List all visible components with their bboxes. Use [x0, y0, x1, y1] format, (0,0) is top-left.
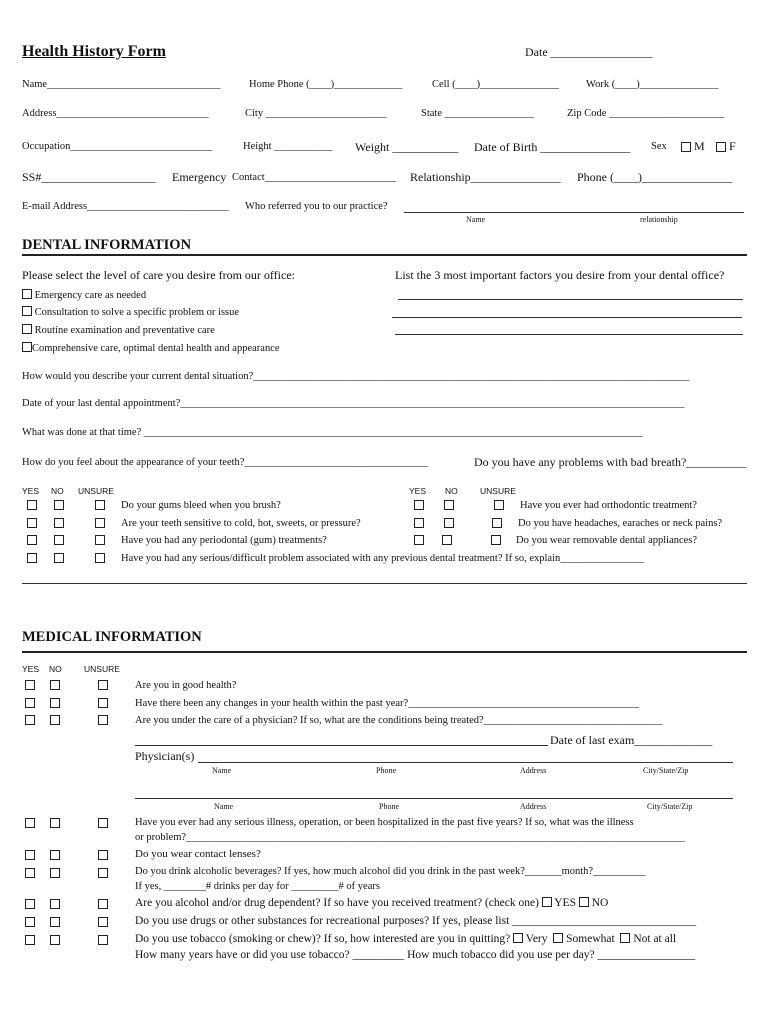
dental-unsure-header: UNSURE [78, 486, 114, 496]
dental-unsure-header-right: UNSURE [480, 486, 516, 496]
referred-underline[interactable] [404, 212, 744, 213]
no-checkbox[interactable] [444, 500, 454, 510]
no-checkbox[interactable] [442, 535, 452, 545]
checkbox-icon[interactable] [22, 289, 32, 299]
factors-question: List the 3 most important factors you desire from your dental office? [395, 268, 725, 282]
yes-checkbox[interactable] [27, 518, 37, 528]
no-checkbox[interactable] [54, 500, 64, 510]
drinks-field[interactable]: If yes, ________# drinks per day for _________# of years [135, 881, 380, 892]
care-option[interactable]: Consultation to solve a specific problem or issue [22, 306, 239, 318]
unsure-checkbox[interactable] [95, 500, 105, 510]
checkbox-icon[interactable] [22, 342, 32, 352]
care-option[interactable]: Routine examination and preventative care [22, 324, 215, 336]
yes-checkbox[interactable] [27, 500, 37, 510]
illness-field[interactable]: or problem?_______________________________________________________________________________________________ [135, 832, 685, 843]
weight-field[interactable]: Weight ___________ [355, 140, 459, 154]
medical-no-header: NO [49, 664, 62, 674]
appearance-question[interactable]: How do you feel about the appearance of your teeth?___________________________________ [22, 457, 429, 468]
yes-checkbox[interactable] [25, 899, 35, 909]
unsure-checkbox[interactable] [98, 715, 108, 725]
home-phone-field[interactable]: Home Phone (____)_____________ [249, 79, 403, 90]
medical-question: Do you wear contact lenses? [135, 848, 261, 860]
ssn-field[interactable]: SS#___________________ [22, 170, 156, 184]
dental-divider [22, 254, 747, 256]
name-field[interactable]: Name_________________________________ [22, 79, 221, 90]
yes-checkbox[interactable] [25, 680, 35, 690]
medical-question: Have you ever had any serious illness, operation, or been hospitalized in the past five years? If so, what was the illness [135, 817, 634, 828]
what-done-question[interactable]: What was done at that time? _______________________________________________________________________________________________ [22, 427, 643, 438]
somewhat-checkbox[interactable] [553, 933, 563, 943]
no-checkbox[interactable] [50, 917, 60, 927]
medical-question[interactable]: Are you under the care of a physician? If so, what are the conditions being treated?__________________________________ [135, 715, 663, 726]
city-field[interactable]: City _______________________ [245, 108, 387, 119]
phone-field[interactable]: Phone (____)_______________ [577, 170, 732, 184]
very-checkbox[interactable] [513, 933, 523, 943]
no-checkbox[interactable] [50, 935, 60, 945]
no-checkbox[interactable] [50, 818, 60, 828]
dental-yes-header-right: YES [409, 486, 427, 496]
unsure-checkbox[interactable] [95, 535, 105, 545]
care-option[interactable]: Comprehensive care, optimal dental health and appearance [22, 342, 280, 354]
not-at-all-checkbox[interactable] [620, 933, 630, 943]
dental-question: Have you ever had orthodontic treatment? [520, 500, 697, 511]
care-question: Please select the level of care you desire from our office: [22, 268, 295, 282]
treatment-yes-checkbox[interactable] [542, 897, 552, 907]
dental-question: Have you had any periodontal (gum) treatments? [121, 535, 327, 546]
unsure-checkbox[interactable] [98, 680, 108, 690]
state-field[interactable]: State _________________ [421, 108, 534, 119]
dental-question[interactable]: Have you had any serious/difficult problem associated with any previous dental treatment? If so, explain________________ [121, 553, 645, 564]
situation-question[interactable]: How would you describe your current dental situation?___________________________________________________________________________________ [22, 371, 689, 382]
occupation-field[interactable]: Occupation___________________________ [22, 141, 213, 152]
yes-checkbox[interactable] [27, 535, 37, 545]
no-checkbox[interactable] [54, 518, 64, 528]
referred-relationship-caption: relationship [640, 215, 678, 224]
no-checkbox[interactable] [50, 850, 60, 860]
no-checkbox[interactable] [50, 715, 60, 725]
physician-phone-caption-2: Phone [379, 802, 399, 811]
yes-checkbox[interactable] [25, 715, 35, 725]
yes-checkbox[interactable] [25, 935, 35, 945]
unsure-checkbox[interactable] [95, 518, 105, 528]
yes-checkbox[interactable] [25, 850, 35, 860]
treatment-no-checkbox[interactable] [579, 897, 589, 907]
physicians-label: Physician(s) [135, 749, 195, 763]
physician-name-caption: Name [212, 766, 232, 775]
no-checkbox[interactable] [50, 868, 60, 878]
medical-question[interactable]: Do you drink alcoholic beverages? If yes, how much alcohol did you drink in the past week?_______month?__________ [135, 866, 646, 877]
medical-divider [22, 651, 747, 653]
dob-field[interactable]: Date of Birth _______________ [474, 140, 631, 154]
work-phone-field[interactable]: Work (____)_______________ [586, 79, 719, 90]
dental-yes-header: YES [22, 486, 40, 496]
height-field[interactable]: Height ___________ [243, 141, 332, 152]
no-checkbox[interactable] [54, 535, 64, 545]
medical-question: Are you in good health? [135, 680, 237, 691]
unsure-checkbox[interactable] [98, 818, 108, 828]
no-checkbox[interactable] [444, 518, 454, 528]
sex-f-label: F [729, 139, 736, 153]
sex-label: Sex [651, 141, 667, 152]
physician-city-caption: City/State/Zip [643, 766, 689, 775]
date-field[interactable]: Date _________________ [525, 45, 653, 59]
dental-no-header-right: NO [445, 486, 458, 496]
checkbox-icon[interactable] [22, 324, 32, 334]
dental-question: Do you have headaches, earaches or neck pains? [518, 518, 723, 529]
emergency-label: Emergency [172, 170, 227, 184]
yes-checkbox[interactable] [414, 500, 424, 510]
yes-checkbox[interactable] [25, 868, 35, 878]
unsure-checkbox[interactable] [98, 698, 108, 708]
factor-line-3[interactable] [395, 334, 743, 335]
unsure-checkbox[interactable] [494, 500, 504, 510]
address-field[interactable]: Address_____________________________ [22, 108, 209, 119]
medical-question: Do you use tobacco (smoking or chew)? If so, how interested are you in quitting? Very Somewhat Not at all [135, 933, 677, 945]
unsure-checkbox[interactable] [98, 850, 108, 860]
medical-heading: MEDICAL INFORMATION [22, 629, 202, 645]
physician-address-caption-2: Address [520, 802, 547, 811]
physician-address-caption: Address [520, 766, 547, 775]
unsure-checkbox[interactable] [98, 917, 108, 927]
medical-question[interactable]: Have there been any changes in your health within the past year?____________________________________________ [135, 698, 640, 709]
last-appointment-question[interactable]: Date of your last dental appointment?________________________________________________________________________________________________ [22, 398, 685, 409]
yes-checkbox[interactable] [25, 917, 35, 927]
cell-phone-field[interactable]: Cell (____)_______________ [432, 79, 559, 90]
medical-unsure-header: UNSURE [84, 664, 120, 674]
yes-checkbox[interactable] [414, 518, 424, 528]
conditions-line[interactable] [135, 745, 548, 746]
physician-line-1[interactable] [198, 762, 733, 763]
medical-question[interactable]: Do you use drugs or other substances for recreational purposes? If yes, please list ________________________________ [135, 915, 697, 927]
unsure-checkbox[interactable] [98, 899, 108, 909]
physician-line-2[interactable] [135, 798, 733, 799]
factor-line-1[interactable] [398, 299, 743, 300]
dental-question: Do you wear removable dental appliances? [516, 535, 698, 546]
unsure-checkbox[interactable] [95, 553, 105, 563]
unsure-checkbox[interactable] [491, 535, 501, 545]
unsure-checkbox[interactable] [492, 518, 502, 528]
zip-field[interactable]: Zip Code ______________________ [567, 108, 725, 119]
yes-checkbox[interactable] [414, 535, 424, 545]
yes-checkbox[interactable] [27, 553, 37, 563]
no-checkbox[interactable] [50, 899, 60, 909]
sex-f-checkbox[interactable] [716, 142, 726, 152]
tobacco-usage-field[interactable]: How many years have or did you use tobacco? _________ How much tobacco did you use per day? _________________ [135, 949, 696, 961]
email-field[interactable]: E-mail Address___________________________ [22, 201, 229, 212]
form-title: Health History Form [22, 43, 166, 60]
dental-no-header: NO [51, 486, 64, 496]
medical-yes-header: YES [22, 664, 40, 674]
no-checkbox[interactable] [50, 698, 60, 708]
physician-city-caption-2: City/State/Zip [647, 802, 693, 811]
sex-m-label: M [694, 139, 705, 153]
no-checkbox[interactable] [54, 553, 64, 563]
physician-name-caption-2: Name [214, 802, 234, 811]
last-exam-field[interactable]: Date of last exam_____________ [550, 733, 713, 747]
medical-question: Are you alcohol and/or drug dependent? If so have you received treatment? (check one) YES NO [135, 897, 609, 909]
physician-phone-caption: Phone [376, 766, 396, 775]
emergency-contact-field[interactable]: Contact_________________________ [232, 172, 396, 183]
unsure-checkbox[interactable] [98, 868, 108, 878]
dental-heading: DENTAL INFORMATION [22, 237, 192, 253]
yes-checkbox[interactable] [25, 698, 35, 708]
care-option[interactable]: Emergency care as needed [22, 289, 146, 301]
factor-line-2[interactable] [392, 317, 742, 318]
unsure-checkbox[interactable] [98, 935, 108, 945]
yes-checkbox[interactable] [25, 818, 35, 828]
checkbox-icon[interactable] [22, 306, 32, 316]
relationship-field[interactable]: Relationship_______________ [410, 170, 561, 184]
dental-question: Are your teeth sensitive to cold, hot, sweets, or pressure? [121, 518, 361, 529]
referred-label: Who referred you to our practice? [245, 201, 388, 212]
bad-breath-question[interactable]: Do you have any problems with bad breath?__________ [474, 455, 747, 469]
explain-line[interactable] [22, 583, 747, 584]
referred-name-caption: Name [466, 215, 486, 224]
dental-question: Do your gums bleed when you brush? [121, 500, 281, 511]
no-checkbox[interactable] [50, 680, 60, 690]
sex-m-checkbox[interactable] [681, 142, 691, 152]
